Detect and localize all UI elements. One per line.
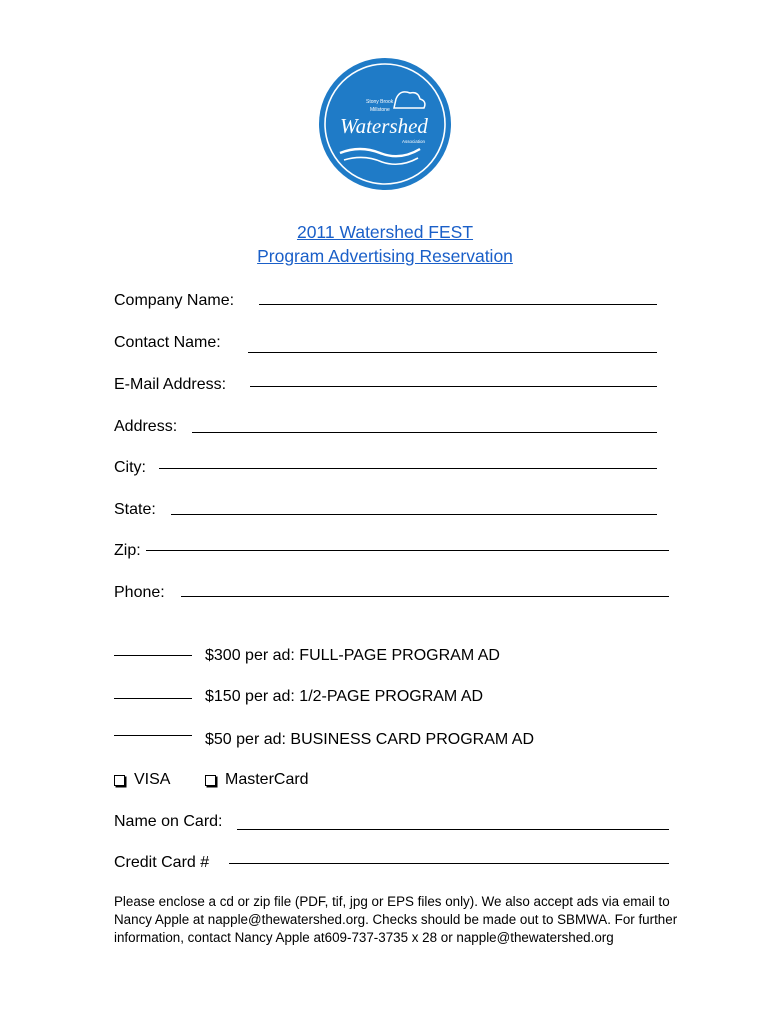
state-line[interactable] [171, 514, 657, 515]
logo-line2: Millstone [370, 107, 390, 113]
ad-half-page-label: $150 per ad: 1/2-PAGE PROGRAM AD [205, 688, 484, 705]
visa-label: VISA [134, 771, 171, 788]
contact-name-label: Contact Name: [114, 334, 221, 351]
mastercard-checkbox[interactable] [205, 775, 216, 786]
mastercard-option[interactable] [205, 771, 309, 789]
note-line-1: Please enclose a cd or zip file (PDF, tif, jpg or EPS files only). We also accept ads via email to [114, 894, 670, 909]
visa-checkbox[interactable] [114, 775, 125, 786]
state-label: State: [114, 501, 156, 518]
instructions-note [114, 893, 754, 947]
name-on-card-label: Name on Card: [114, 813, 223, 830]
mastercard-label: MasterCard [225, 771, 309, 788]
note-line-2: Nancy Apple at napple@thewatershed.org. Checks should be made out to SBMWA. For further [114, 912, 678, 927]
email-label: E-Mail Address: [114, 376, 227, 393]
form-title[interactable]: 2011 Watershed FEST [296, 222, 474, 242]
phone-label: Phone: [114, 584, 165, 601]
phone-line[interactable] [181, 596, 669, 597]
company-name-label: Company Name: [114, 292, 235, 309]
address-line[interactable] [192, 432, 657, 433]
city-line[interactable] [159, 468, 657, 469]
ad-half-page-line[interactable] [114, 698, 192, 699]
ad-business-card-label: $50 per ad: BUSINESS CARD PROGRAM AD [205, 731, 534, 748]
note-line-3: information, contact Nancy Apple at609-737-3735 x 28 or napple@thewatershed.org [114, 930, 614, 945]
logo-line1: Stony Brook [366, 99, 394, 105]
city-label: City: [114, 459, 146, 476]
form-subtitle[interactable]: Program Advertising Reservation [257, 246, 513, 266]
name-on-card-line[interactable] [237, 829, 669, 830]
visa-option[interactable] [114, 771, 170, 789]
ad-business-card-line[interactable] [114, 735, 192, 736]
contact-name-line[interactable] [248, 352, 657, 353]
logo-line3: Association [402, 139, 426, 144]
ad-full-page-label: $300 per ad: FULL-PAGE PROGRAM AD [205, 647, 500, 664]
zip-label: Zip: [114, 542, 141, 559]
company-name-line[interactable] [259, 304, 657, 305]
zip-line[interactable] [146, 550, 669, 551]
address-label: Address: [114, 418, 178, 435]
email-line[interactable] [250, 386, 657, 387]
watershed-logo [318, 57, 452, 191]
credit-card-label: Credit Card # [114, 854, 210, 871]
ad-full-page-line[interactable] [114, 655, 192, 656]
logo-wordmark: Watershed [340, 114, 428, 138]
credit-card-line[interactable] [229, 863, 669, 864]
